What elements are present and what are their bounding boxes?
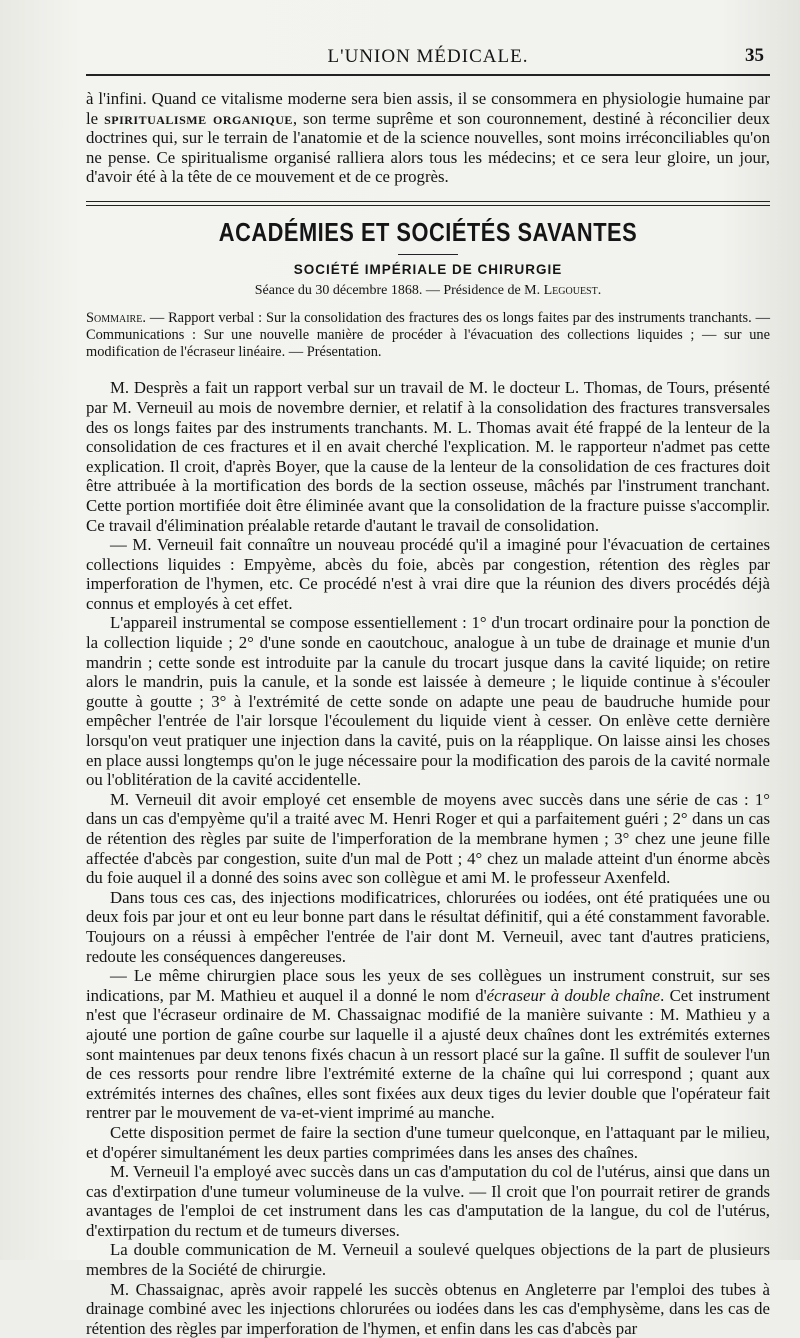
intro-text-2: , son terme suprême et son couronnement, destiné à réconcilier deux doctrines qui, sur le terrain de l'anatomie et de la science nouvelles, sont moins irréconciliables qu'on ne pense. Ce spiritualisme organisé ralliera alors tous les médecins; et ce sera leur gloire, un jour, d'avoir été à la tête de ce mouvement et de ce progrès. bbox=[86, 108, 770, 187]
sommaire-label: Sommaire bbox=[86, 309, 143, 326]
title-rule bbox=[398, 254, 458, 255]
ecraseur-text-b: . Cet instrument n'est que l'écraseur ordinaire de M. Chassaignac modifié de la manière suivante : M. Mathieu y a ajouté une portion de gaîne courbe sur laquelle il a ajusté deux chaînes dont les extrémités externes sont maintenues par deux tenons fixés chacun à un ressort placé sur la gaîne. Il suffit de soulever l'un de ces ressorts pour rendre libre l'extrémité externe de la chaîne qui lui correspond ; quant aux extrémités internes des chaînes, elles sont fixées aux deux tiges du levier double que l'opérateur fait rentrer par le mouvement de va-et-vient imprimé au manche. bbox=[86, 985, 771, 1123]
paragraph-rapport: M. Desprès a fait un rapport verbal sur un travail de M. le docteur L. Thomas, de Tours, présenté par M. Verneuil au mois de novembre dernier, et relatif à la consolidation des fractures transversales des os longs faites par des instruments tranchants. M. L. Thomas avait été frappé de la lenteur de la consolidation de ces fractures et il en avait cherché l'explication. M. le rapporteur n'admet pas cette explication. Il croit, d'après Boyer, que la cause de la lenteur de la consolidation de ces fractures doit être attribuée à la mortification des bords de la section osseuse, mâchés par l'instrument tranchant. Cette portion mortifiée doit être éliminée avant que la consolidation de la fracture puisse s'accomplir. Ce travail d'élimination préalable retarde d'autant le travail de consolidation. bbox=[86, 378, 770, 535]
paragraph-verneuil-procede: — M. Verneuil fait connaître un nouveau procédé qu'il a imaginé pour l'évacuation de certaines collections liquides : Empyème, abcès du foie, abcès par congestion, rétention des règles par imperforation de l'hymen, etc. Ce procédé n'est à vrai dire que la réunion des divers procédés déjà connus et employés à cet effet. bbox=[86, 535, 770, 613]
seance-line bbox=[86, 283, 770, 299]
society-heading: SOCIÉTÉ IMPÉRIALE DE CHIRURGIE bbox=[293, 261, 563, 277]
paragraph-disposition: Cette disposition permet de faire la section d'une tumeur quelconque, en l'attaquant par le milieu, et d'opérer simultanément les deux parties comprimées dans les anses des chaînes. bbox=[86, 1122, 770, 1162]
paragraph-ecraseur bbox=[86, 966, 770, 1123]
sommaire-text: . — Rapport verbal : Sur la consolidation des fractures des os longs faites par des instruments tranchants. — Communications : Sur une nouvelle manière de procéder à l'évacuation des collections liquides ; — sur une modification de l'écraseur linéaire. — Présentation. bbox=[86, 309, 770, 360]
paragraph-appareil: L'appareil instrumental se compose essentiellement : 1° d'un trocart ordinaire pour la ponction de la collection liquide ; 2° d'une sonde en caoutchouc, analogue à un tube de drainage et munie d'un mandrin ; cette sonde est introduite par la canule du trocart jusque dans la cavité liquide; on retire alors le mandrin, puis la canule, et la sonde est laissée à demeure ; le liquide continue à s'écouler goutte à goutte ; 3° à l'extrémité de cette sonde on adapte une peau de baudruche humide pour empêcher l'entrée de l'air lorsque l'écoulement du liquide vient à cesser. On enlève cette dernière lorsqu'on veut pratiquer une injection dans la cavité, puis on la réapplique. On laisse ainsi les choses en place aussi longtemps qu'on le juge nécessaire pour la modification des parois de la cavité normale ou l'oblitération de la cavité accidentelle. bbox=[86, 613, 770, 790]
paragraph-amputation: M. Verneuil l'a employé avec succès dans un cas d'amputation du col de l'utérus, ainsi que dans un cas d'extirpation d'une tumeur volumineuse de la vulve. — Il croit que l'on pourrait retirer de grands avantages de l'emploi de cet instrument dans les cas d'amputation de la langue, du col de l'utérus, d'extirpation du rectum et de tumeurs diverses. bbox=[86, 1162, 770, 1240]
intro-text-1: à l'infini. Quand ce vitalisme moderne sera bien assis, il se consommera en physiologie humaine par le bbox=[86, 89, 770, 128]
running-head bbox=[86, 0, 770, 74]
spiritualisme-organique: spiritualisme organique bbox=[104, 108, 293, 128]
running-title: L'UNION MÉDICALE. bbox=[327, 46, 529, 67]
paragraph-cas: M. Verneuil dit avoir employé cet ensemble de moyens avec succès dans une série de cas : 1° dans un cas d'empyème qu'il a traité avec M. Henri Roger et qui a parfaitement guéri ; 2° dans un cas de rétention des règles par suite de l'imperforation de la membrane hymen ; 3° chez une jeune fille affectée d'abcès par congestion, suite d'un mal de Pott ; 4° chez un malade atteint d'un énorme abcès du foie auquel il a donné des soins avec son collègue et ami M. le professeur Axenfeld. bbox=[86, 789, 770, 888]
seance-end: . bbox=[597, 282, 602, 298]
ecraseur-text-a: — Le même chirurgien place sous les yeux de ses collègues un instrument construit, sur ses indications, par M. Mathieu et auquel il a donné le nom d' bbox=[86, 966, 770, 1005]
header-rule bbox=[86, 74, 770, 76]
paragraph-injections: Dans tous ces cas, des injections modificatrices, chlorurées ou iodées, ont été pratiquées une ou deux fois par jour et ont eu leur bonne part dans le résultat définitif, qui a été constamment favorable. Toujours on a réussi à empêcher l'entrée de l'air dont M. Verneuil, avec tant d'autres praticiens, redoute les conséquences dangereuses. bbox=[86, 887, 770, 966]
section-divider bbox=[86, 201, 770, 206]
paragraph-objections: La double communication de M. Verneuil a soulevé quelques objections de la part de plusieurs membres de la Société de chirurgie. bbox=[86, 1240, 770, 1280]
seance-text: Séance du 30 décembre 1868. — Présidence de M. bbox=[254, 282, 544, 298]
section-title: ACADÉMIES ET SOCIÉTÉS SAVANTES bbox=[218, 216, 638, 247]
ecraseur-name: écraseur à double chaîne bbox=[486, 985, 661, 1005]
article-body bbox=[86, 378, 770, 1338]
sommaire bbox=[86, 310, 770, 360]
intro-paragraph bbox=[86, 89, 770, 187]
paragraph-chassaignac: M. Chassaignac, après avoir rappelé les succès obtenus en Angleterre par l'emploi des tubes à drainage combiné avec les injections chlorurées ou iodées dans les cas d'emphysème, dans les cas de rétention des règles par imperforation de l'hymen, et enfin dans les cas d'abcès par bbox=[86, 1279, 770, 1338]
page-number: 35 bbox=[745, 45, 764, 66]
president-name: Legouest bbox=[543, 282, 598, 298]
